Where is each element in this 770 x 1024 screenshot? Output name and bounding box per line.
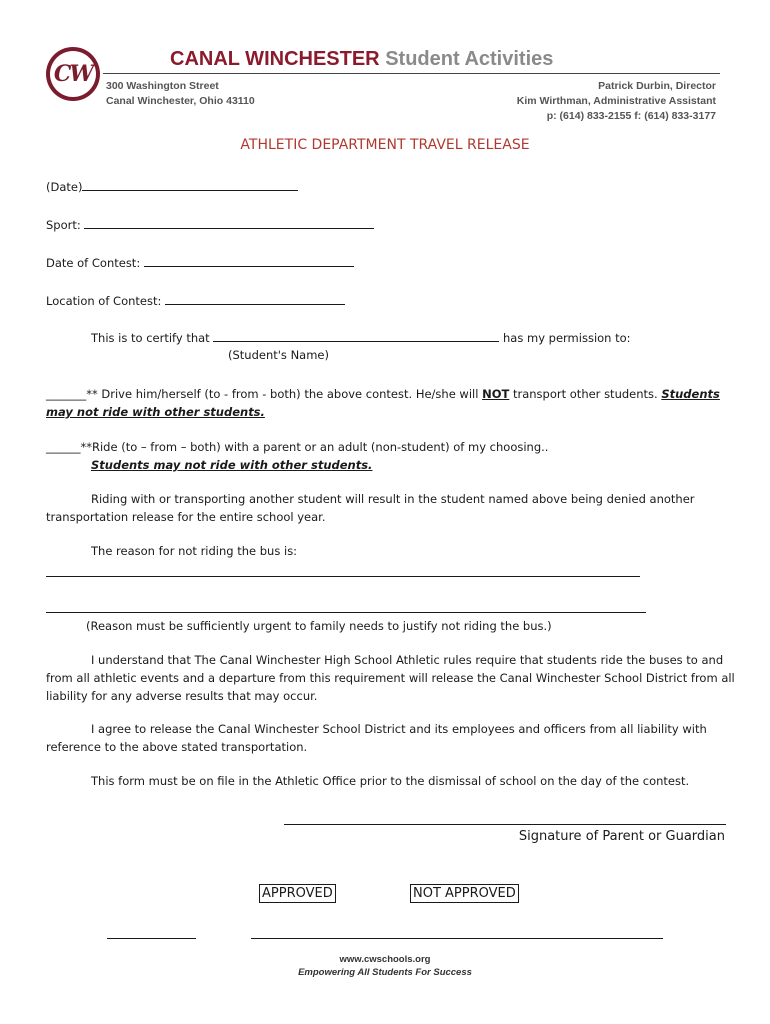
address-line-2: Canal Winchester, Ohio 43110 [106,95,255,107]
option-drive-text-b: transport other students. [509,387,662,401]
riding-para-line-2: transportation release for the entire school year. [46,510,326,524]
certify-prefix: This is to certify that [91,331,214,345]
reason-note: (Reason must be sufficiently urgent to family needs to justify not riding the bus.) [86,619,552,633]
option-drive-warning-a: Students [661,387,720,401]
header-title-brand: CANAL WINCHESTER [170,48,380,70]
sport-label: Sport: [46,218,85,232]
date-label: (Date) [46,180,83,194]
release-para-line-2: reference to the above stated transportation. [46,740,308,754]
file-para: This form must be on file in the Athletic Office prior to the dismissal of school on the day of the contest. [91,774,690,788]
reason-label: The reason for not riding the bus is: [91,544,298,558]
form-title: ATHLETIC DEPARTMENT TRAVEL RELEASE [240,137,530,153]
option-drive-blank[interactable]: _______ [46,387,87,401]
certify-suffix: has my permission to: [499,331,631,345]
rules-para-line-3: liability for any adverse results that may occur. [46,689,318,703]
header-rule [103,73,720,74]
option-ride-warning: Students may not ride with other students. [91,458,373,472]
release-para-line-1: I agree to release the Canal Winchester School District and its employees and officers from all liability with [91,722,707,736]
address-line-1: 300 Washington Street [106,80,219,92]
approval-signature-line[interactable] [251,938,663,939]
approved-box[interactable]: APPROVED [259,884,336,903]
student-name-input-line[interactable] [213,327,499,342]
contest-date-field [46,252,354,272]
option-ride-text: **Ride (to – from – both) with a parent or an adult (non-student) of my choosing.. [80,440,549,454]
director-line: Patrick Durbin, Director [598,80,716,92]
signature-line[interactable] [284,824,726,825]
certify-line [91,327,631,347]
footer-website[interactable]: www.cwschools.org [339,954,431,965]
option-drive-warning-b: may not ride with other students. [46,405,265,419]
reason-input-line-1[interactable] [46,576,640,577]
option-drive-not: NOT [482,387,510,401]
option-ride [46,438,726,456]
not-approved-box[interactable]: NOT APPROVED [410,884,519,903]
riding-para-line-1: Riding with or transporting another student will result in the student named above being denied another [91,492,695,506]
sport-field [46,214,374,234]
location-field [46,290,345,310]
logo-text: CW [53,61,93,87]
option-drive [46,385,726,421]
school-logo [46,47,100,101]
header-address [106,79,255,109]
header-title [170,48,553,71]
option-drive-text-a: ** Drive him/herself (to - from - both) the above contest. He/she will [86,387,483,401]
location-label: Location of Contest: [46,294,166,308]
rules-para-line-1: I understand that The Canal Winchester High School Athletic rules require that students ride the buses to and [91,653,724,667]
phone-fax-line: p: (614) 833-2155 f: (614) 833-3177 [546,110,716,122]
footer [0,953,770,979]
assistant-line: Kim Wirthman, Administrative Assistant [516,95,716,107]
reason-input-line-2[interactable] [46,612,646,613]
header-title-sub: Student Activities [385,48,554,70]
contest-date-label: Date of Contest: [46,256,144,270]
date-field [46,176,298,196]
rules-para-line-2: from all athletic events and a departure from this requirement will release the Canal Winchester School District from all [46,671,735,685]
student-name-label: (Student's Name) [228,348,329,362]
option-ride-blank[interactable]: ______ [46,440,81,454]
signature-label: Signature of Parent or Guardian [518,829,725,844]
date-input-line[interactable] [82,176,298,191]
approval-date-line[interactable] [107,938,196,939]
footer-tagline: Empowering All Students For Success [298,967,472,978]
header-contacts [517,79,716,124]
contest-date-input-line[interactable] [144,252,354,267]
sport-input-line[interactable] [84,214,374,229]
location-input-line[interactable] [165,290,345,305]
